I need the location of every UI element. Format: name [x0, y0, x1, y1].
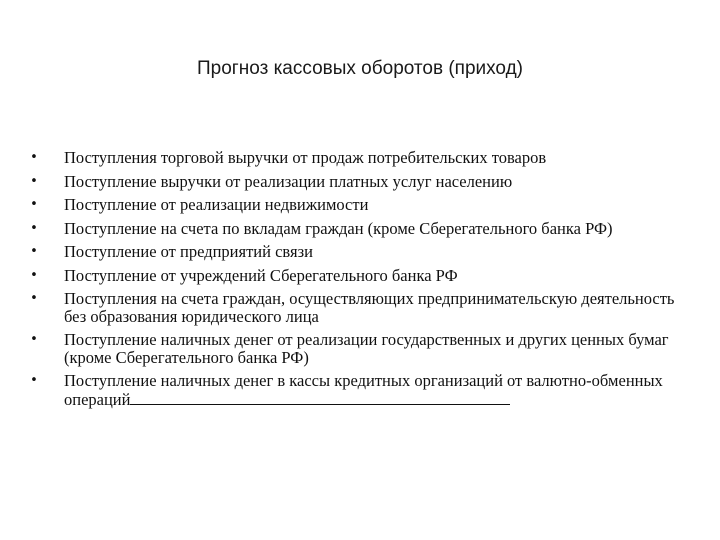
bullet-icon: •: [30, 173, 38, 189]
list-item-text: Поступление от реализации недвижимости: [64, 195, 369, 214]
list-item-text: Поступление от учреждений Сберегательного банка РФ: [64, 265, 458, 285]
list-item: [28, 243, 678, 261]
list-item: [28, 149, 678, 167]
list-item-text: Поступление наличных денег от реализации государственных и других ценных бумаг (кроме Сберегательного банка РФ): [64, 330, 669, 367]
bullet-icon: •: [30, 197, 38, 212]
bullet-icon: •: [30, 373, 38, 388]
bullet-icon: •: [30, 244, 38, 259]
list-item: [28, 196, 678, 214]
list-item-text: [64, 372, 678, 408]
list-item: [28, 173, 678, 191]
list-item-text-content: Поступление наличных денег в кассы кредитных организаций от валютно-обменных операций: [64, 371, 663, 409]
list-item-text: Поступление от предприятий связи: [64, 242, 313, 261]
bullet-icon: •: [30, 267, 38, 283]
slide-title: Прогноз кассовых оборотов (приход): [197, 58, 523, 79]
list-item: [28, 267, 678, 285]
bullet-icon: •: [30, 150, 38, 165]
bullet-icon: •: [30, 291, 38, 306]
list-item-text: Поступления на счета граждан, осуществляющих предпринимательскую деятельность без образования юридического лица: [64, 289, 675, 326]
list-item: [28, 290, 678, 325]
list-item: [28, 372, 678, 408]
list-item-text: Поступление выручки от реализации платных услуг населению: [64, 171, 513, 191]
bullet-icon: •: [30, 220, 38, 236]
bullet-list: [28, 149, 678, 414]
list-item: [28, 331, 678, 366]
underline-rule: [130, 390, 510, 405]
bullet-icon: •: [30, 332, 38, 347]
list-item-text: Поступление на счета по вкладам граждан (кроме Сберегательного банка РФ): [64, 218, 613, 238]
list-item-text: Поступления торговой выручки от продаж потребительских товаров: [64, 148, 547, 167]
list-item: [28, 220, 678, 238]
